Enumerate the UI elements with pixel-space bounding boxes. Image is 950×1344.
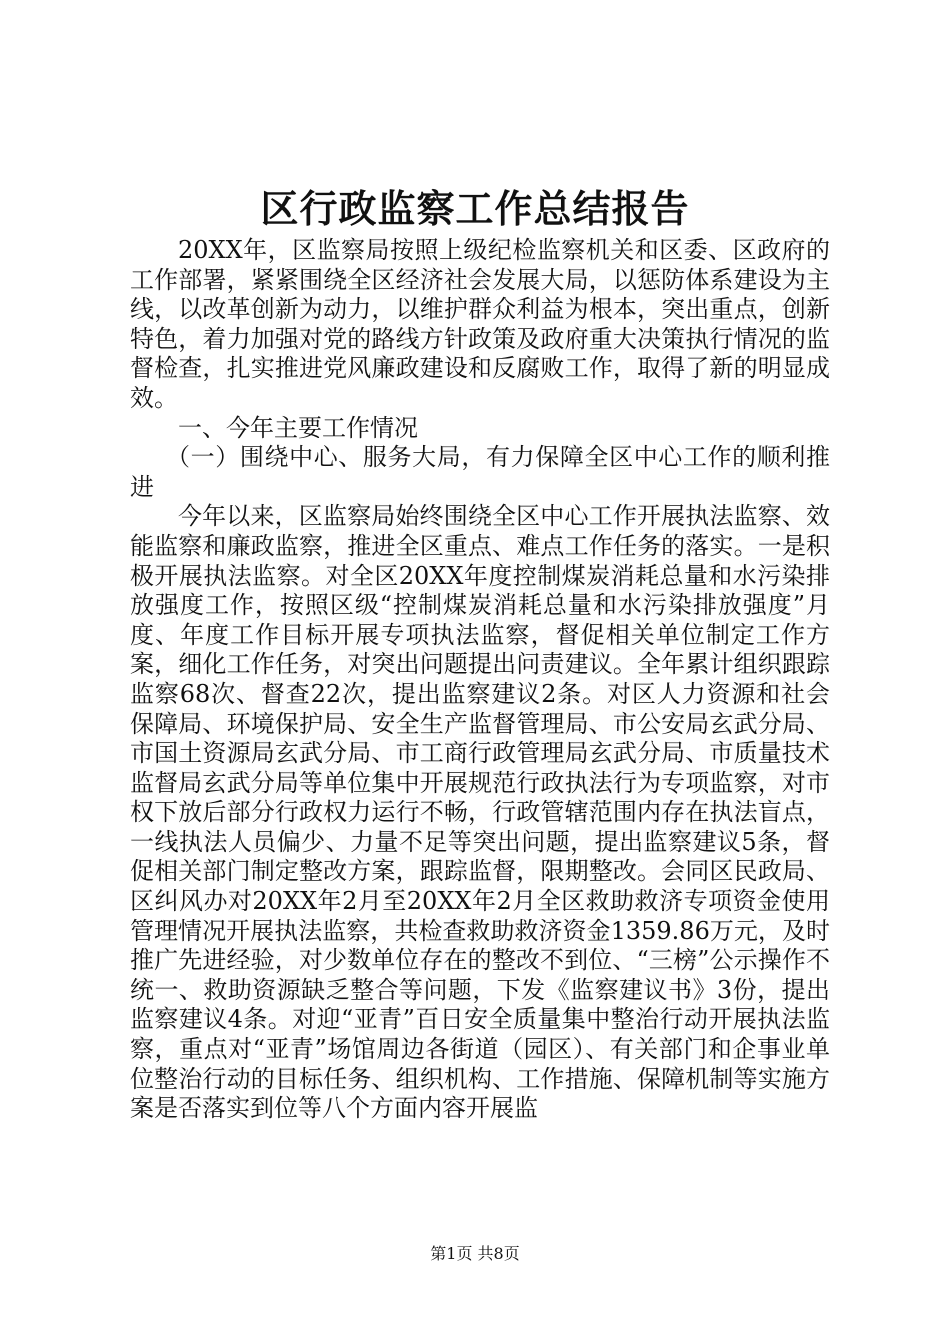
document-title: 区行政监察工作总结报告 <box>260 186 690 231</box>
intro-paragraph: 20XX年，区监察局按照上级纪检监察机关和区委、区政府的工作部署，紧紧围绕全区经济社会发展大局，以惩防体系建设为主线，以改革创新为动力，以维护群众利益为根本，突出重点，创新特色，着力加强对党的路线方针政策及政府重大决策执行情况的监督检查，扎实推进党风廉政建设和反腐败工作，取得了新的明显成效。 <box>130 236 830 412</box>
section-heading: 一、今年主要工作情况 <box>178 413 418 442</box>
body-paragraph: 今年以来，区监察局始终围绕全区中心工作开展执法监察、效能监察和廉政监察，推进全区重点、难点工作任务的落实。一是积极开展执法监察。对全区20XX年度控制煤炭消耗总量和水污染排放强度工作，按照区级“控制煤炭消耗总量和水污染排放强度”月度、年度工作目标开展专项执法监察，督促相关单位制定工作方案，细化工作任务，对突出问题提出问责建议。全年累计组织跟踪监察68次、督查22次，提出监察建议2条。对区人力资源和社会保障局、环境保护局、安全生产监督管理局、市公安局玄武分局、市国土资源局玄武分局、市工商行政管理局玄武分局、市质量技术监督局玄武分局等单位集中开展规范行政执法行为专项监察，对市权下放后部分行政权力运行不畅，行政管辖范围内存在执法盲点，一线执法人员偏少、力量不足等突出问题，提出监察建议5条，督促相关部门制定整改方案，跟踪监督，限期整改。会同区民政局、区纠风办对20XX年2月至20XX年2月全区救助救济专项资金使用管理情况开展执法监察，共检查救助救济资金1359.86万元，及时推广先进经验，对少数单位存在的整改不到位、“三榜”公示操作不统一、救助资源缺乏整合等问题，下发《监察建议书》3份，提出监察建议4条。对迎“亚青”百日安全质量集中整治行动开展执法监察，重点对“亚青”场馆周边各街道（园区）、有关部门和企事业单位整治行动的目标任务、组织机构、工作措施、保障机制等实施方案是否落实到位等八个方面内容开展监 <box>130 502 830 1123</box>
subsection-heading: （一）围绕中心、服务大局，有力保障全区中心工作的顺利推进 <box>130 443 830 501</box>
document-body <box>130 236 830 1124</box>
page-number-footer: 第1页 共8页 <box>430 1244 520 1263</box>
